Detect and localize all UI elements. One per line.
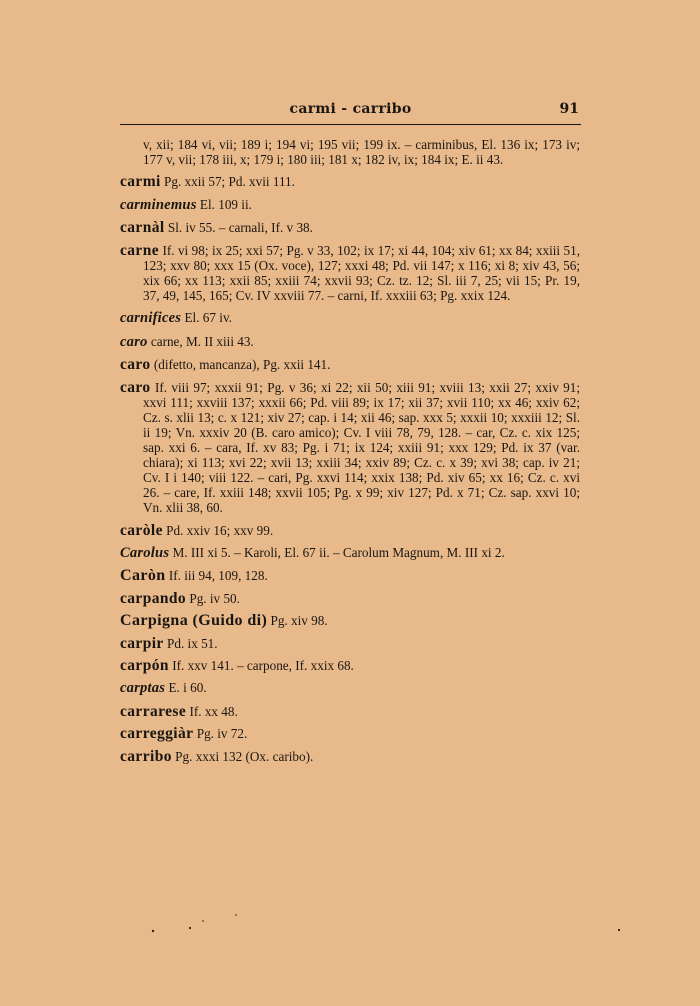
entry-carminemus	[120, 197, 580, 213]
entry-text: Pg. xiv 98.	[270, 613, 328, 629]
headword: caro	[120, 333, 148, 350]
entry-text: M. III xi 5. – Karoli, El. 67 ii. – Carolum Magnum, M. III xi 2.	[172, 545, 505, 561]
dictionary-entries	[120, 137, 580, 771]
entry-text: E. i 60.	[168, 680, 207, 696]
headword: carnifices	[120, 310, 182, 327]
entry-carpir	[120, 636, 580, 651]
entry-text: v, xii; 184 vi, vii; 189 i; 194 vi; 195 vii; 199 ix. – carminibus, El. 136 ix; 173 iv; 177 v, vii; 178 iii, x; 179 i; 180 iii; 181 x; 182 iv, ix; 184 ix; E. ii 43.	[143, 137, 580, 168]
ink-speck	[152, 930, 154, 932]
entry-text: (difetto, mancanza), Pg. xxii 141.	[153, 357, 331, 373]
ink-speck	[618, 929, 620, 931]
entry-text: If. viii 97; xxxii 91; Pg. v 36; xi 22; xii 50; xiii 91; xviii 13; xxii 27; xxiv 91; xxvi 111; xxviii 137; xxxii 66; Pd. viii 89; ix 17; xii 37; xvii 110; xx 46; xxiv 62; Cz. s. xlii 13; c. x 121; xiv 27; cap. i 14; xii 46; sap. xxx 5; xxxii 10; xxxiii 12; Sl. ii 19; Vn. xxxiv 20 (B. caro amico); Cv. I viii 78, 79, 128. – car, Cz. c. xix 125; sap. xxi 6. – cara, If. xv 83; Pg. i 71; ix 124; xxiii 91; xxx 129; Pd. ix 37 (var. chiara); xi 113; xvi 22; xvii 13; xxiii 34; xxiv 89; Cz. c. x 39; xvi 38; cap. iv 21; Cv. I i 140; viii 122. – cari, Pg. xxvi 114; xxix 138; Pd. xiv 65; xx 16; Cz. c. xvi 26. – care, If. xxiii 148; xxvii 105; Pg. x 99; xiv 127; Pd. x 71; Cz. sap. xxvi 10; Vn. xlii 38, 60.	[143, 379, 581, 516]
entry-text: If. xxv 141. – carpone, If. xxix 68.	[172, 657, 354, 673]
headword: carnàl	[120, 219, 165, 237]
entry-caro-difetto	[120, 357, 580, 372]
entry-text: Pd. xxiv 16; xxv 99.	[166, 522, 274, 538]
entry-text: carne, M. II xiii 43.	[150, 333, 254, 349]
entry-carole	[120, 523, 580, 538]
page-number: 91	[559, 101, 579, 117]
headword: carpir	[120, 634, 164, 652]
entry-carpon	[120, 658, 580, 673]
header-rule	[120, 124, 581, 125]
entry-caron	[120, 568, 580, 583]
headword: Caròn	[120, 567, 166, 585]
entry-caro	[120, 380, 580, 516]
entry-carpigna	[120, 613, 580, 628]
headword: Carolus	[120, 545, 170, 562]
entry-text: If. xx 48.	[189, 703, 238, 719]
entry-carnal	[120, 220, 580, 235]
entry-carolus	[120, 545, 580, 561]
entry-carne	[120, 243, 580, 303]
entry-continuation	[120, 137, 580, 167]
headword: carmi	[120, 173, 161, 191]
running-head: carmi - carribo	[289, 101, 412, 117]
headword: carreggiàr	[120, 725, 194, 743]
headword: carne	[120, 241, 160, 259]
entry-carpando	[120, 591, 580, 606]
entry-carmi	[120, 174, 580, 189]
headword: carpando	[120, 589, 187, 607]
headword: carpón	[120, 656, 169, 674]
headword: carminemus	[120, 196, 197, 213]
entry-carptas	[120, 680, 580, 696]
headword: caròle	[120, 521, 163, 539]
ink-speck	[189, 927, 191, 929]
entry-text: Sl. iv 55. – carnali, If. v 38.	[167, 220, 313, 236]
entry-text: Pg. xxxi 132 (Ox. caribo).	[175, 748, 314, 764]
entry-text: If. iii 94, 109, 128.	[168, 568, 268, 584]
entry-text: El. 109 ii.	[199, 196, 252, 212]
headword: caro	[120, 378, 151, 396]
headword: Carpigna (Guido di)	[120, 612, 268, 630]
entry-carreggiar	[120, 726, 580, 741]
ink-speck	[235, 914, 237, 916]
entry-text: Pg. iv 72.	[196, 726, 248, 742]
entry-carribo	[120, 749, 580, 764]
entry-text: El. 67 iv.	[184, 310, 232, 326]
entry-carrarese	[120, 704, 580, 719]
page-header	[120, 101, 581, 121]
ink-speck	[202, 920, 204, 922]
entry-text: Pd. ix 51.	[167, 635, 218, 651]
headword: carptas	[120, 680, 166, 697]
entry-carnifices	[120, 310, 580, 326]
entry-text: Pg. xxii 57; Pd. xvii 111.	[164, 174, 295, 190]
entry-text: If. vi 98; ix 25; xxi 57; Pg. v 33, 102; ix 17; xi 44, 104; xiv 61; xx 84; xxiii 51, 123; xxv 80; xxx 15 (Ox. voce), 127; xxxi 48; Pd. vii 147; x 116; xi 8; xiv 43, 56; xix 66; xx 113; xxii 85; xxiii 74; xxvii 93; Cz. tz. 12; Sl. iii 7, 25; vii 15; Pr. 19, 37, 49, 145, 165; Cv. IV xxviii 77. – carni, If. xxxiii 63; Pg. xxix 124.	[143, 242, 581, 303]
headword: carrarese	[120, 702, 187, 720]
headword: carribo	[120, 747, 172, 765]
entry-caro-latin	[120, 334, 580, 350]
headword: caro	[120, 356, 151, 374]
entry-text: Pg. iv 50.	[189, 590, 240, 606]
